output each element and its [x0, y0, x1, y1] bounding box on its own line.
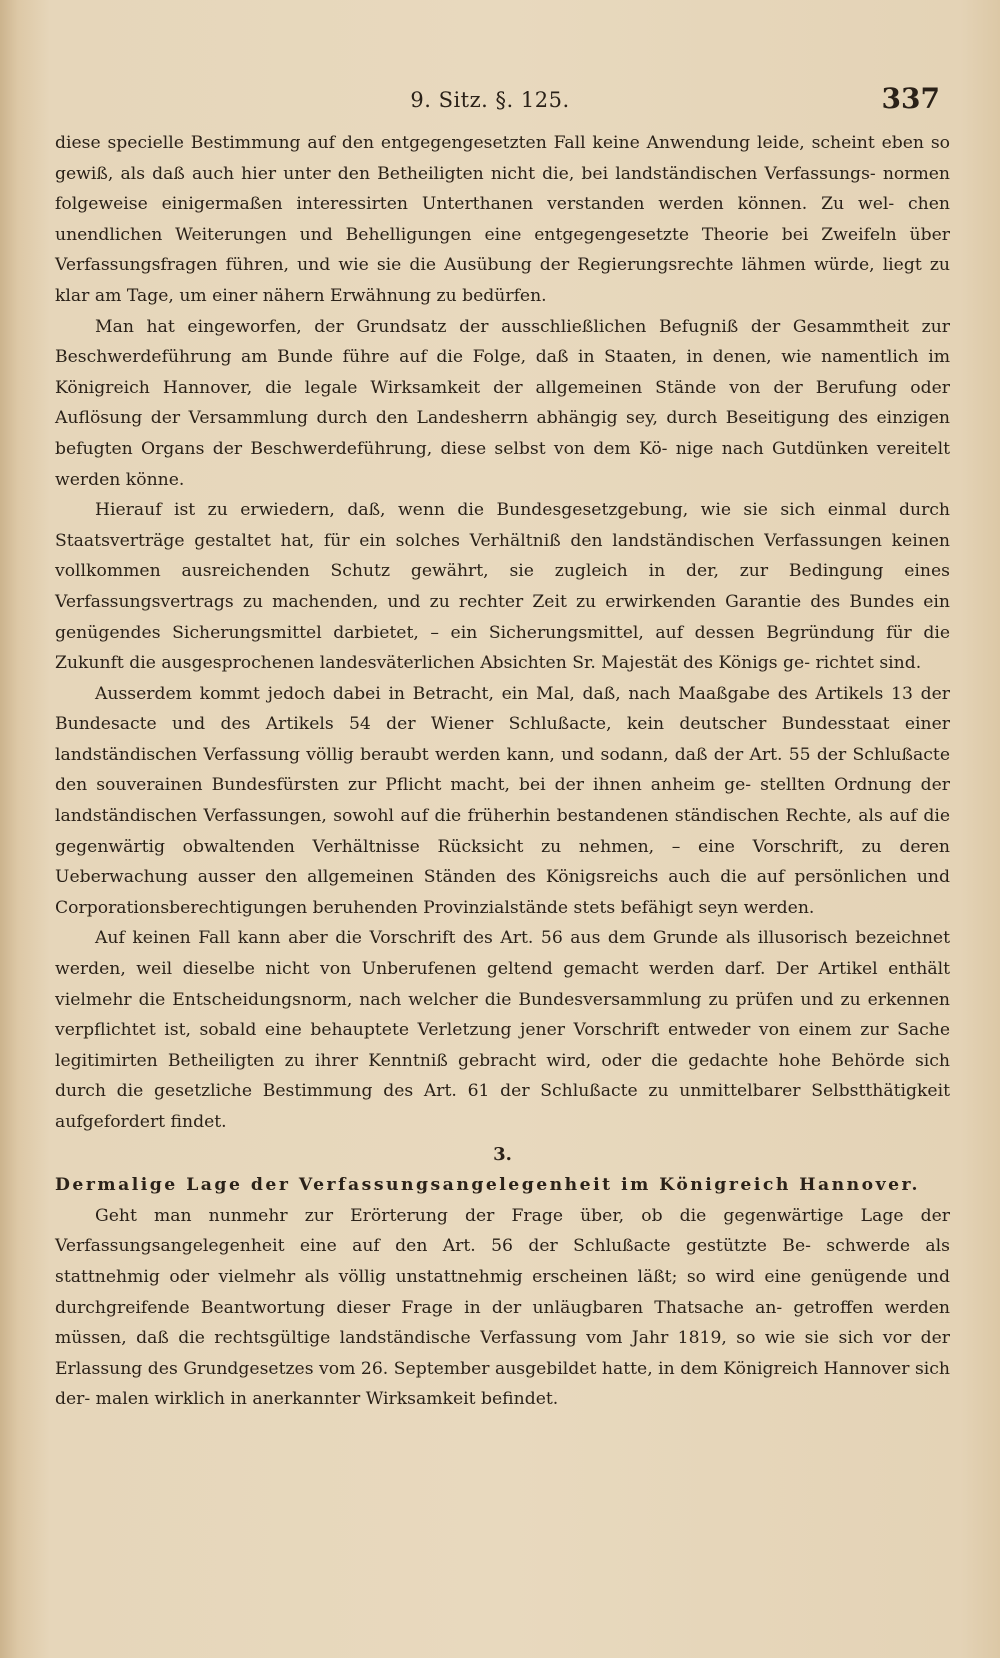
page-header [40, 82, 940, 122]
section-number: 3. [493, 1143, 512, 1165]
paragraph-1: diese specielle Bestimmung auf den entgegengesetzten Fall keine Anwendung leide, scheint eben so gewiß, als daß auch hier unter den Betheiligten nicht die, bei landständischen Verfassungs- normen folgeweise einigermaßen interessirten Unterthanen verstanden werden können. Zu wel- chen unendlichen Weiterungen und Behelligungen eine entgegengesetzte Theorie bei Zweifeln über Verfassungsfragen führen, und wie sie die Ausübung der Regierungsrechte lähmen würde, liegt zu klar am Tage, um einer nähern Erwähnung zu bedürfen. [55, 133, 950, 306]
paragraph-2: Man hat eingeworfen, der Grundsatz der ausschließlichen Befugniß der Gesammtheit zur Beschwerdeführung am Bunde führe auf die Folge, daß in Staaten, in denen, wie namentlich im Königreich Hannover, die legale Wirksamkeit der allgemeinen Stände von der Berufung oder Auflösung der Versammlung durch den Landesherrn abhängig sey, durch Beseitigung des einzigen befugten Organs der Beschwerdeführung, diese selbst von dem Kö- nige nach Gutdünken vereitelt werden könne. [55, 316, 950, 490]
paragraph-4: Ausserdem kommt jedoch dabei in Betracht, ein Mal, daß, nach Maaßgabe des Artikels 13 der Bundesacte und des Artikels 54 der Wiener Schlußacte, kein deutscher Bundesstaat einer landständischen Verfassung völlig beraubt werden kann, und sodann, daß der Art. 55 der Schlußacte den souverainen Bundesfürsten zur Pflicht macht, bei der ihnen anheim ge- stellten Ordnung der landständischen Verfassungen, sowohl auf die früherhin bestandenen ständischen Rechte, als auf die gegenwärtig obwaltenden Verhältnisse Rücksicht zu nehmen, – eine Vorschrift, zu deren Ueberwachung ausser den allgemeinen Ständen des Königsreichs auch die auf persönlichen und Corporationsberechtigungen beruhenden Provinzialstände stets befähigt seyn werden. [55, 683, 950, 918]
paragraph-3: Hierauf ist zu erwiedern, daß, wenn die Bundesgesetzgebung, wie sie sich einmal durch Staatsverträge gestaltet hat, für ein solches Verhältniß den landständischen Verfassungen keinen vollkommen ausreichenden Schutz gewährt, sie zugleich in der, zur Bedingung eines Verfassungsvertrags zu machenden, und zu rechter Zeit zu erwirkenden Garantie des Bundes ein genügendes Sicherungsmittel darbietet, – ein Sicherungsmittel, auf dessen Begründung für die Zukunft die ausgesprochenen landesväterlichen Absichten Sr. Majestät des Königs ge- richtet sind. [55, 500, 950, 674]
closing-paragraph: Geht man nunmehr zur Erörterung der Frage über, ob die gegenwärtige Lage der Verfassungsangelegenheit eine auf den Art. 56 der Schlußacte gestützte Be- schwerde als stattnehmig oder vielmehr als völlig unstattnehmig erscheinen läßt; so wird eine genügende und durchgreifende Beantwortung dieser Frage in der unläugbaren Thatsache an- getroffen werden müssen, daß die rechtsgültige landständische Verfassung vom Jahr 1819, so wie sie sich vor der Erlassung des Grundgesetzes vom 26. September ausgebildet hatte, in dem Königreich Hannover sich der- malen wirklich in anerkannter Wirksamkeit befindet. [55, 1205, 950, 1410]
section-title: Dermalige Lage der Verfassungsangelegenheit im Königreich Hannover. [55, 1175, 921, 1196]
running-head: 9. Sitz. §. 125. [410, 88, 570, 112]
paragraph-5: Auf keinen Fall kann aber die Vorschrift des Art. 56 aus dem Grunde als illusorisch bezeichnet werden, weil dieselbe nicht von Unberufenen geltend gemacht werden darf. Der Artikel enthält vielmehr die Entscheidungsnorm, nach welcher die Bundesversammlung zu prüfen und zu erkennen verpflichtet ist, sobald eine behauptete Verletzung jener Vorschrift entweder von einem zur Sache legitimirten Betheiligten zu ihrer Kenntniß gebracht wird, oder die gedachte hohe Behörde sich durch die gesetzliche Bestimmung des Art. 61 der Schlußacte zu unmittelbarer Selbstthätigkeit aufgefordert findet. [55, 928, 950, 1132]
body-text [55, 128, 950, 1415]
page-number: 337 [881, 82, 940, 115]
